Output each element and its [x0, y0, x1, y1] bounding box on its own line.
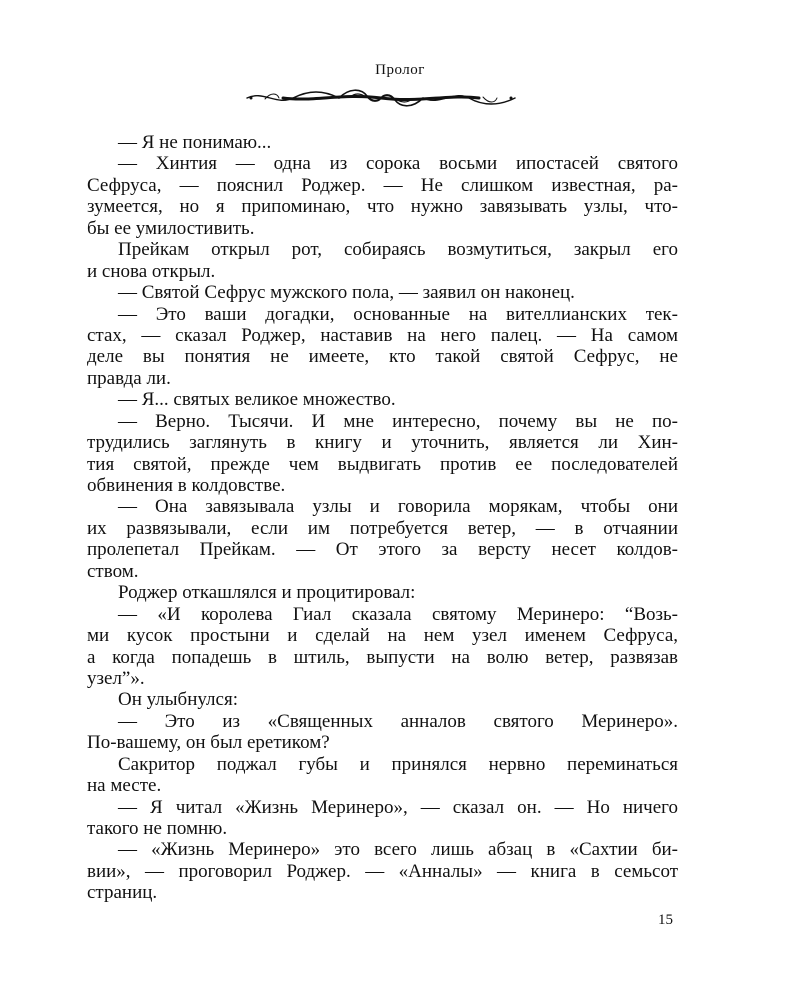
- text-line: обвинения в колдовстве.: [87, 475, 286, 496]
- text-line: трудились заглянуть в книгу и уточнить, является ли Хин-: [87, 432, 678, 454]
- text-line: пролепетал Прейкам. — От этого за версту несет колдов-: [87, 539, 678, 561]
- text-line: ми кусок простыни и сделай на нем узел именем Сефруса,: [87, 625, 678, 647]
- text-line: узел”».: [87, 667, 145, 689]
- text-line: — Я читал «Жизнь Меринеро», — сказал он. — Но ничего: [118, 796, 678, 818]
- text-line: страниц.: [87, 882, 158, 904]
- text-line: деле вы понятия не имеете, кто такой святой Сефрус, не: [87, 346, 678, 368]
- text-line: — Я не понимаю...: [118, 132, 272, 153]
- text-line: на месте.: [87, 775, 162, 797]
- text-line: бы ее умилостивить.: [87, 217, 255, 239]
- swirl-divider-icon: [243, 86, 519, 110]
- text-line: По-вашему, он был еретиком?: [87, 732, 330, 754]
- text-line: — Святой Сефрус мужского пола, — заявил он наконец.: [118, 282, 575, 304]
- text-line: — «Жизнь Меринеро» это всего лишь абзац в «Сахтии би-: [118, 839, 678, 861]
- body-text: [87, 132, 678, 904]
- text-line: такого не помню.: [87, 818, 228, 839]
- running-header: Пролог: [375, 62, 425, 78]
- text-line: — Верно. Тысячи. И мне интересно, почему вы не по-: [118, 410, 678, 432]
- text-line: — Она завязывала узлы и говорила морякам, чтобы они: [118, 496, 678, 518]
- text-line: а когда попадешь в штиль, выпусти на волю ветер, развязав: [87, 646, 678, 668]
- text-line: вии», — проговорил Роджер. — «Анналы» — книга в семьсот: [87, 860, 678, 882]
- text-line: — Это из «Священных анналов святого Меринеро».: [118, 710, 678, 732]
- text-line: зумеется, но я припоминаю, что нужно завязывать узлы, что-: [87, 196, 678, 218]
- text-line: Сакритор поджал губы и принялся нервно переминаться: [118, 753, 678, 775]
- text-line: ством.: [87, 560, 139, 582]
- text-line: — Это ваши догадки, основанные на вителлианских тек-: [118, 303, 678, 325]
- text-line: Он улыбнулся:: [118, 689, 238, 711]
- text-line: их развязывали, если им потребуется ветер, — в отчаянии: [87, 517, 678, 539]
- text-line: и снова открыл.: [87, 260, 216, 282]
- text-line: стах, — сказал Роджер, наставив на него палец. — На самом: [87, 324, 678, 346]
- text-line: — Хинтия — одна из сорока восьми ипостасей святого: [118, 153, 678, 175]
- text-line: правда ли.: [87, 367, 171, 389]
- page-number: 15: [658, 912, 673, 928]
- text-line: — Я... святых великое множество.: [118, 389, 396, 411]
- text-line: Прейкам открыл рот, собираясь возмутиться, закрыл его: [118, 239, 678, 261]
- text-line: Роджер откашлялся и процитировал:: [118, 582, 416, 604]
- text-line: тия святой, прежде чем выдвигать против ее последователей: [87, 453, 678, 475]
- text-line: Сефруса, — пояснил Роджер. — Не слишком известная, ра-: [87, 174, 678, 196]
- text-line: — «И королева Гиал сказала святому Меринеро: “Возь-: [118, 603, 678, 625]
